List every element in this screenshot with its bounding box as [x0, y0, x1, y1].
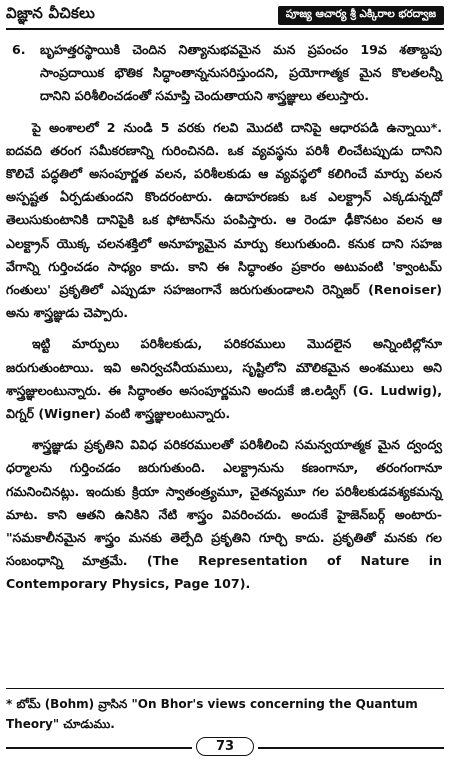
page-number: 73 — [196, 737, 254, 756]
paragraph: ఇట్టి మార్పులు పరిశీలకుడు, పరికరములు మొదలైన అన్నింటిల్లోనూ జరుగుతుంటాయి. ఇవి అనిర్వచనీయములు, సృష్టిలోని మౌలికమైన అంశములు అని శాస్త్రజ్ఞులంటున్నారు. ఈ సిద్ధాంతం అసంపూర్ణమని అందుకే జి.లడ్విగ్ (G. Ludwig), విగ్నర్ (Wigner) వంటి శాస్త్రజ్ఞులంటున్నారు. — [6, 336, 442, 422]
page-footer — [0, 737, 450, 757]
book-title: విజ్ఞాన వీచికలు — [6, 4, 96, 22]
paragraph-number: 6. — [12, 42, 26, 57]
footer-rule-left — [6, 747, 192, 749]
paragraph-text: బృహత్తరస్థాయికి చెందిన నిత్యానుభవమైన మన ప్రపంచం 19వ శతాబ్దపు సాంప్రదాయిక భౌతిక సిద్ధాంతాన్ననుసరిస్తుందని, ప్రయోగాత్మక మైన కొలతలన్నీ దానిని పరిశీలించడంతో సమాప్తి చెందుతాయని శాస్త్రజ్ఞులు తలుస్తారు. — [40, 42, 442, 104]
running-header — [6, 4, 444, 26]
page-body — [6, 38, 442, 604]
paragraph: శాస్త్రజ్ఞుడు ప్రకృతిని వివిధ పరికరములతో పరిశీలించి సమన్వయాత్మక మైన ద్వంద్వ ధర్మాలను గుర్తించడం జరుగుతుంది. ఎలక్ట్రానును కణంగానూ, తరంగంగానూ గమనించినట్లు. ఇందుకు క్రియా స్వాతంత్ర్యమూ, చైతన్యమూ గల పరిశీలకుడవశ్యకమన్న మాట. కాని ఆతని ఉనికిని నేటి శాస్త్రం వివరించదు. అందుకే హైజెన్‌బర్గ్ అంటారు- "సమకాలీనమైన శాస్త్రం మనకు తెల్పేది ప్రకృతిని గూర్చి కాదు. ప్రకృతితో మనకు గల సంబంధాన్ని మాత్రమే. (The Representation of Nature in Contemporary Physics, Page 107). — [6, 437, 442, 592]
numbered-paragraph — [6, 38, 442, 108]
footer-rule-right — [258, 747, 444, 749]
paragraph: పై అంశాలలో 2 నుండి 5 వరకు గలవి మొదటి దానిపై ఆధారపడి ఉన్నాయి*. ఐదవది తరంగ సమీకరణాన్ని గురించినది. ఒక వ్యవస్థను పరిశీ లించేటప్పుడు దానిని కొలిచే పద్ధతిలో అసంపూర్ణత వలన, పరిశీలకుడు ఆ వ్యవస్థలో కలిగించే మార్పు వలన అస్పష్టత ఏర్పడుతుందని కొందరంటారు. ఉదాహరణకు ఒక ఎలక్ట్రాన్ ఎక్కడున్నదో తెలుసుకుంటానికి దానిపైకి ఒక ఫోటాన్‌ను పంపిస్తారు. ఆ రెండూ ఢీకొనటం వలన ఆ ఎలక్ట్రాన్ యొక్క చలనశక్తిలో అనూహ్యమైన మార్పు కలుగుతుంది. కనుక దాని సహజ వేగాన్ని గుర్తించడం సాధ్యం కాదు. కాని ఈ సిద్ధాంతం ప్రకారం అటువంటి 'క్వాంటమ్ గంతులు' ప్రకృతిలో ఎప్పుడూ సహజంగానే జరుగుతుండాలని రెన్నిజర్ (Renoiser) అను శాస్త్రజ్ఞుడు చెప్పారు. — [6, 119, 442, 321]
footnote-rule — [6, 688, 444, 689]
footnote: * బోమ్ (Bohm) వ్రాసిన "On Bhor's views concerning the Quantum Theory" చూడుము. — [6, 697, 418, 731]
author-badge: పూజ్య ఆచార్య శ్రీ ఎక్కిరాల భరద్వాజ — [278, 6, 444, 25]
header-rule — [6, 28, 444, 30]
